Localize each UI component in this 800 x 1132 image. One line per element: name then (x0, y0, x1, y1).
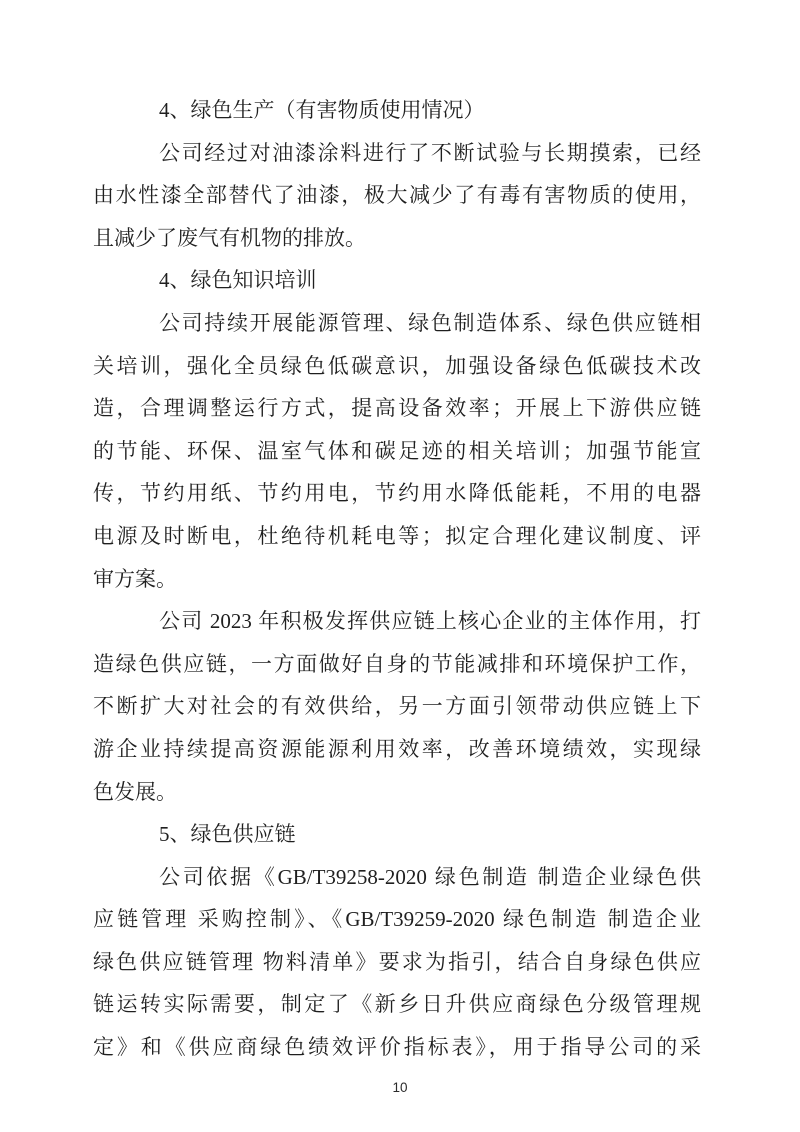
text-line: 游企业持续提高资源能源利用效率，改善环境绩效，实现绿 (93, 736, 701, 761)
text-line: 关培训，强化全员绿色低碳意识，加强设备绿色低碳技术改 (93, 353, 701, 378)
text-line: 的节能、环保、温室气体和碳足迹的相关培训；加强节能宣 (93, 438, 701, 463)
text-line: 色发展。 (93, 779, 177, 804)
text-line: 传，节约用纸、节约用电，节约用水降低能耗，不用的电器 (93, 481, 701, 506)
text-line: 由水性漆全部替代了油漆，极大减少了有毒有害物质的使用， (93, 183, 701, 208)
text-line: 4、绿色生产（有害物质使用情况） (159, 98, 485, 122)
text-line: 不断扩大对社会的有效供给，另一方面引领带动供应链上下 (93, 694, 701, 719)
text-line: 应链管理 采购控制》、《GB/T39259-2020 绿色制造 制造企业 (93, 907, 701, 932)
text-line: 且减少了废气有机物的排放。 (93, 225, 366, 250)
text-line: 5、绿色供应链 (159, 822, 296, 847)
text-line: 定》和《供应商绿色绩效评价指标表》，用于指导公司的采 (93, 1035, 701, 1060)
document-text-block (93, 89, 701, 1069)
text-line: 公司经过对油漆涂料进行了不断试验与长期摸索，已经 (159, 140, 701, 165)
text-line: 造，合理调整运行方式，提高设备效率；开展上下游供应链 (93, 396, 701, 421)
text-line: 电源及时断电，杜绝待机耗电等；拟定合理化建议制度、评 (93, 523, 701, 548)
text-line: 公司持续开展能源管理、绿色制造体系、绿色供应链相 (159, 310, 701, 335)
text-line: 公司 2023 年积极发挥供应链上核心企业的主体作用，打 (159, 609, 701, 634)
text-line: 造绿色供应链，一方面做好自身的节能减排和环境保护工作， (93, 651, 701, 676)
page-number: 10 (392, 1080, 408, 1095)
text-line: 公司依据《GB/T39258-2020 绿色制造 制造企业绿色供 (159, 864, 701, 889)
text-line: 4、绿色知识培训 (159, 268, 317, 293)
text-line: 链运转实际需要，制定了《新乡日升供应商绿色分级管理规 (93, 992, 701, 1017)
text-line: 绿色供应链管理 物料清单》要求为指引，结合自身绿色供应 (93, 949, 701, 974)
text-line: 审方案。 (93, 566, 177, 591)
